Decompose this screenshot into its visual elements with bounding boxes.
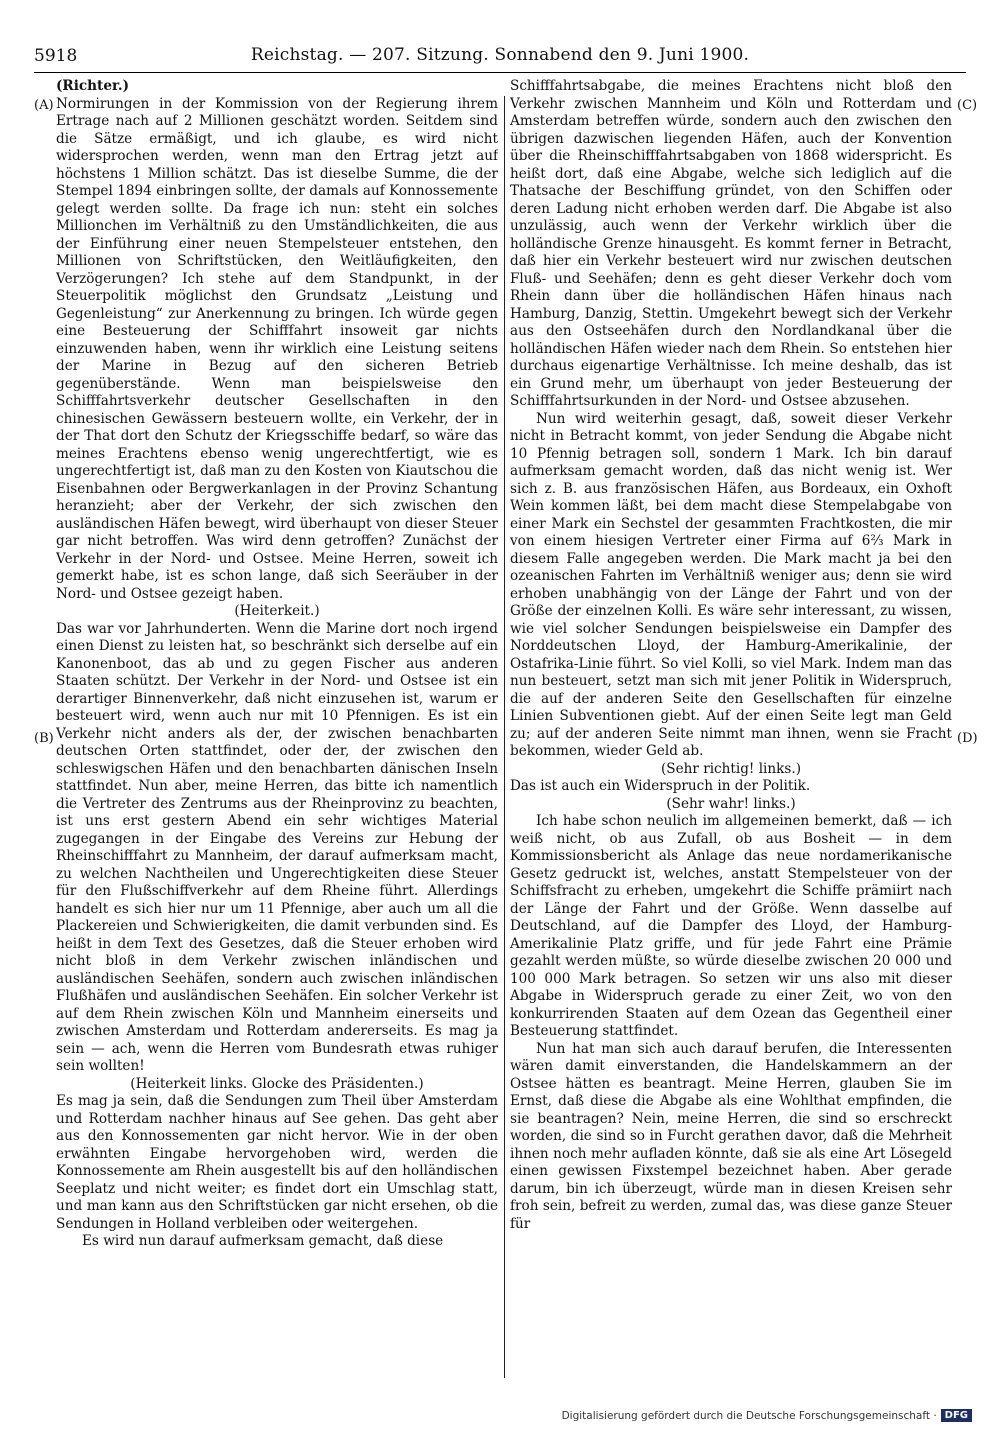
speaker-name: (Richter.): [56, 78, 130, 94]
digitization-footer: [562, 1409, 972, 1422]
paragraph: Ich habe schon neulich im allgemeinen bemerkt, daß — ich weiß nicht, ob aus Zufall, ob aus Bosheit — in dem Kommissionsbericht als Anlage das neue nordamerikanische Gesetz gedruckt ist, welches, anstatt Stempelsteuer von der Schiffsfracht zu erheben, umgekehrt die Schiffe prämiirt nach der Länge der Fahrt und der Größe. Wenn dasselbe auf Deutschland, auf die Dampfer des Lloyd, der Hamburg-Amerikalinie Platz griffe, und für jede Fahrt eine Prämie gezahlt werden müßte, so würde dieselbe zwischen 20 000 und 100 000 Mark betragen. So setzen wir uns also mit dieser Abgabe in Widerspruch gerade zu einer Zeit, wo von den konkurrirenden Staaten auf dem Ozean das Gegentheil einer Besteuerung stattfindet.: [510, 813, 952, 1039]
interjection: (Sehr richtig! links.): [660, 760, 802, 777]
margin-marker-b: (B): [34, 731, 54, 746]
paragraph: Normirungen in der Kommission von der Regierung ihrem Ertrage nach auf 2 Millionen geschätzt worden. Seitdem sind die Sätze ermäßigt, und ich glaube, es wird nicht widersprochen werden, wenn man den Ertrag jetzt auf höchstens 1 Million schätzt. Das ist dieselbe Summe, die der Stempel 1894 einbringen sollte, der damals auf Konnossemente gelegt werden sollte. Da frage ich nun: steht ein solches Millionchen im Verhältniß zu den Umständlichkeiten, die aus der Einführung einer neuen Stempelsteuer entstehen, den Millionen von Schriftstücken, den Weitläufigkeiten, den Verzögerungen? Ich stehe auf dem Standpunkt, in der Steuerpolitik möglichst den Grundsatz „Leistung und Gegenleistung“ zur Anerkennung zu bringen. Ich würde gegen eine Besteuerung der Schifffahrt insoweit gar nichts einzuwenden haben, wenn ihr wirklich eine Leistung seitens der Marine in Bezug auf den sicheren Betrieb gegenüberstände. Wenn man beispielsweise den Schifffahrtsverkehr deutscher Gesellschaften in den chinesischen Gewässern besteuern wollte, ein Verkehr, der in der That dort den Schutz der Kriegsschiffe bedarf, so wäre das meines Erachtens ebenso wenig ungerechtfertigt, wie es ungerechtfertigt ist, daß man zu den Kosten von Kiautschou die Eisenbahnen oder Bergwerkanlagen in der Provinz Schantung heranzieht; aber der Verkehr, der sich zwischen den ausländischen Häfen bewegt, wird überhaupt von dieser Steuer gar nicht betroffen. Was wird denn getroffen? Zunächst der Verkehr in der Nord- und Ostsee. Meine Herren, soweit ich gemerkt habe, ist es schon lange, daß sich Seeräuber in der Nord- und Ostsee gezeigt haben.: [56, 95, 498, 602]
paragraph: Es wird nun darauf aufmerksam gemacht, daß diese: [82, 1233, 444, 1249]
paragraph: Es mag ja sein, daß die Sendungen zum Theil über Amsterdam und Rotterdam nachher hinaus auf See gehen. Das geht aber aus den Konnossementen gar nicht hervor. Wie in der oben erwähnten Eingabe hervorgehoben wird, werden die Konnossemente am Rhein ausgestellt bis auf den holländischen Seeplatz und nicht weiter; es findet dort ein Umschlag statt, und man kann aus den Schriftstücken gar nicht ersehen, ob die Sendungen in Holland verbleiben oder weitergehen.: [56, 1093, 498, 1232]
page-header: [34, 38, 966, 73]
column-divider: [504, 96, 505, 1378]
margin-marker-a: (A): [34, 98, 54, 113]
paragraph: Das war vor Jahrhunderten. Wenn die Marine dort noch irgend einen Dienst zu leisten hat, so beschränkt sich derselbe auf ein Kanonenboot, das ab und zu gegen Fischer aus anderen Staaten schützt. Der Verkehr in der Nord- und Ostsee ist ein derartiger Binnenverkehr, daß nicht einzusehen ist, warum er besteuert wird, wenn auch nur mit 10 Pfennigen. Es ist ein Verkehr nicht anders als der, der zwischen benachbarten deutschen Orten stattfindet, oder der, der zwischen den schleswigschen Häfen und den benachbarten dänischen Inseln stattfindet. Nun aber, meine Herren, das bitte ich namentlich die Vertreter des Zentrums aus der Rheinprovinz zu beachten, ist uns erst gestern Abend ein sehr wichtiges Material zugegangen in der Eingabe des Vereins zur Hebung der Rheinschifffahrt zu Mannheim, der darauf aufmerksam macht, zu welchen Nachtheilen und Ungerechtigkeiten diese Steuer für den Flußschiffverkehr auf dem Rheine führt. Allerdings handelt es sich hier nur um 11 Pfennige, aber auch um all die Plackereien und Schwierigkeiten, die damit verbunden sind. Es heißt in dem Text des Gesetzes, daß die Steuer erhoben wird nicht bloß in dem Verkehr zwischen inländischen und ausländischen Seehäfen, sondern auch zwischen inländischen Flußhäfen und ausländischen Seehäfen. Ein solcher Verkehr ist auf dem Rhein zwischen Köln und Mannheim einerseits und zwischen Amsterdam und Rotterdam andererseits. Es mag ja sein — ach, wenn die Herren vom Bundesrath etwas ruhiger sein wollten!: [56, 620, 498, 1074]
paragraph: Nun wird weiterhin gesagt, daß, soweit dieser Verkehr nicht in Betracht kommt, von jeder Sendung die Abgabe nicht 10 Pfennig betragen soll, sondern 1 Mark. Ich bin darauf aufmerksam gemacht worden, daß das nicht wenig ist. Wer sich z. B. aus französischen Häfen, aus Bordeaux, ein Oxhoft Wein kommen läßt, bei dem macht diese Stempelabgabe von einer Mark ein Sechstel der gesammten Frachtkosten, die mir von einem hiesigen Vertreter einer Firma auf 6⅔ Mark in diesem Falle angegeben werden. Die Mark macht ja bei den ozeanischen Fahrten im Verhältniß weniger aus; denn sie wird erhoben unabhängig von der Länge der Fahrt und von der Größe der einzelnen Kolli. Es wäre sehr interessant, zu wissen, wie viel solcher Sendungen beispielsweise ein Dampfer des Norddeutschen Lloyd, der Hamburg-Amerikalinie, der Ostafrika-Linie führt. So viel Kolli, so viel Mark. Indem man das nun besteuert, setzt man sich mit jener Politik in Widerspruch, die auf der anderen Seite den Gesellschaften für einzelne Linien Subventionen giebt. Auf der einen Seite legt man Geld zu; auf der anderen Seite nimmt man ihnen, wenn sie Fracht bekommen, wieder Geld ab.: [510, 410, 952, 759]
interjection: (Heiterkeit links. Glocke des Präsidenten.): [130, 1075, 424, 1092]
paragraph: Nun hat man sich auch darauf berufen, die Interessenten wären damit einverstanden, die Handelskammern an der Ostsee hätten es beantragt. Meine Herren, glauben Sie im Ernst, daß diese die Abgabe als eine Wohlthat empfinden, die sie beantragen? Nein, meine Herren, die sind so erschreckt worden, die sind so in Furcht gerathen davor, daß die Mehrheit ihnen noch mehr aufladen könnte, daß sie als eine Art Lösegeld einen gewissen Fixstempel bezeichnet haben. Aber gerade darum, bin ich überzeugt, würde man in diesen Kreisen sehr froh sein, befreit zu werden, zumal das, was diese ganze Steuer für: [510, 1040, 952, 1232]
footer-text: Digitalisierung gefördert durch die Deutsche Forschungsgemeinschaft ·: [561, 1409, 937, 1422]
interjection: (Sehr wahr! links.): [666, 795, 796, 812]
running-title: Reichstag. — 207. Sitzung. Sonnabend den 9. Juni 1900.: [250, 45, 750, 65]
page-number: 5918: [34, 46, 78, 66]
paragraph: Das ist auch ein Widerspruch in der Politik.: [510, 778, 811, 794]
margin-marker-c: (C): [957, 98, 978, 113]
right-column: [510, 78, 952, 1378]
interjection: (Heiterkeit.): [234, 603, 320, 619]
margin-marker-d: (D): [957, 731, 978, 746]
paragraph: Schifffahrtsabgabe, die meines Erachtens nicht bloß den Verkehr zwischen Mannheim und Köln und Rotterdam und Amsterdam betreffen würde, sondern auch den zwischen den übrigen dazwischen liegenden Häfen, auch der Konvention über die Rheinschifffahrtsabgaben von 1868 widerspricht. Es heißt dort, daß eine Abgabe, welche sich lediglich auf die Thatsache der Beschiffung gründet, von den Schiffen oder deren Ladung nicht erhoben werden darf. Die Abgabe ist also unzulässig, auch wenn der Verkehr wirklich über die holländische Grenze hinausgeht. Es kommt ferner in Betracht, daß hier ein Verkehr besteuert wird nur zwischen deutschen Fluß- und Seehäfen; denn es geht dieser Verkehr doch vom Rhein dann über die holländischen Häfen hinaus nach Hamburg, Danzig, Stettin. Umgekehrt bewegt sich der Verkehr aus den Ostseehäfen durch den Nordlandkanal über die holländischen Häfen wieder nach dem Rhein. So entstehen hier durchaus eigenartige Verhältnisse. Ich meine deshalb, das ist ein Grund mehr, um überhaupt von jeder Besteuerung der Schifffahrtsurkunden in der Nord- und Ostsee abzusehen.: [510, 78, 952, 409]
dfg-logo: DFG: [941, 1409, 972, 1422]
left-column: [56, 78, 498, 1388]
